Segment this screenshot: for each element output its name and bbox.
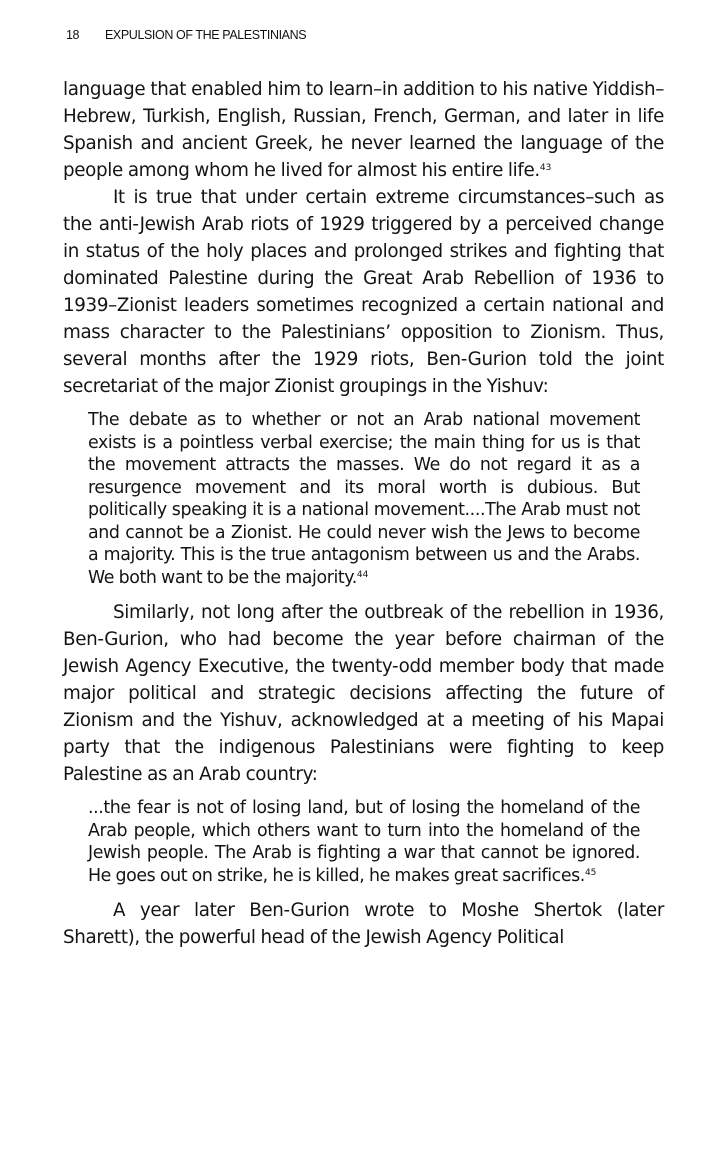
paragraph-text: Similarly, not long after the outbreak of the rebellion in 1936, Ben-Gurion, who had become the year before chairman of the Jewish Agency Executive, the twenty-odd member body that made major political and strategic decisions affecting the future of Zionism and the Yishuv, acknowledged at a meeting of his Mapai party that the indigenous Palestinians were fighting to keep Palestine as an Arab country: (63, 602, 664, 785)
page-number: 18 (66, 28, 80, 42)
paragraph-text: A year later Ben-Gurion wrote to Moshe Shertok (later Sharett), the powerful head of the Jewish Agency Political (63, 900, 664, 948)
quote-text: ...the fear is not of losing land, but of losing the homeland of the Arab people, which others want to turn into the homeland of the Jewish people. The Arab is fighting a war that cannot be ignored. He goes out on strike, he is killed, he makes great sacrifices. (88, 798, 640, 886)
paragraph-text: It is true that under certain extreme circumstances–such as the anti-Jewish Arab riots of 1929 triggered by a perceived change in status of the holy places and prolonged strikes and fighting that dominated Palestine during the Great Arab Rebellion of 1936 to 1939–Zionist leaders sometimes recognized a certain national and mass character to the Palestinians’ opposition to Zionism. Thus, several months after the 1929 riots, Ben-Gurion told the joint secretariat of the major Zionist groupings in the Yishuv: (63, 187, 664, 397)
paragraph-rebellion-1936 (63, 599, 664, 788)
block-quote-homeland (88, 797, 640, 887)
paragraph-shertok (63, 897, 664, 951)
paragraph-languages (63, 76, 664, 184)
paragraph-text: language that enabled him to learn–in addition to his native Yiddish–Hebrew, Turkish, English, Russian, French, German, and later in life Spanish and ancient Greek, he never learned the language of the people among whom he lived for almost his entire life. (63, 79, 664, 181)
quote-text: The debate as to whether or not an Arab national movement exists is a pointless verbal exercise; the main thing for us is that the movement attracts the masses. We do not regard it as a resurgence movement and its moral worth is dubious. But politically speaking it is a national movement....The Arab must not and cannot be a Zionist. He could never wish the Jews to become a majority. This is the true antagonism between us and the Arabs. We both want to be the majority. (88, 410, 640, 588)
paragraph-recognition (63, 184, 664, 400)
body-text (63, 76, 664, 951)
footnote-ref-45: 45 (584, 867, 597, 878)
running-head-title: EXPULSION OF THE PALESTINIANS (105, 28, 307, 42)
footnote-ref-44: 44 (356, 569, 369, 580)
footnote-ref-43: 43 (539, 163, 552, 173)
running-head (66, 28, 306, 42)
block-quote-1929 (88, 409, 640, 589)
